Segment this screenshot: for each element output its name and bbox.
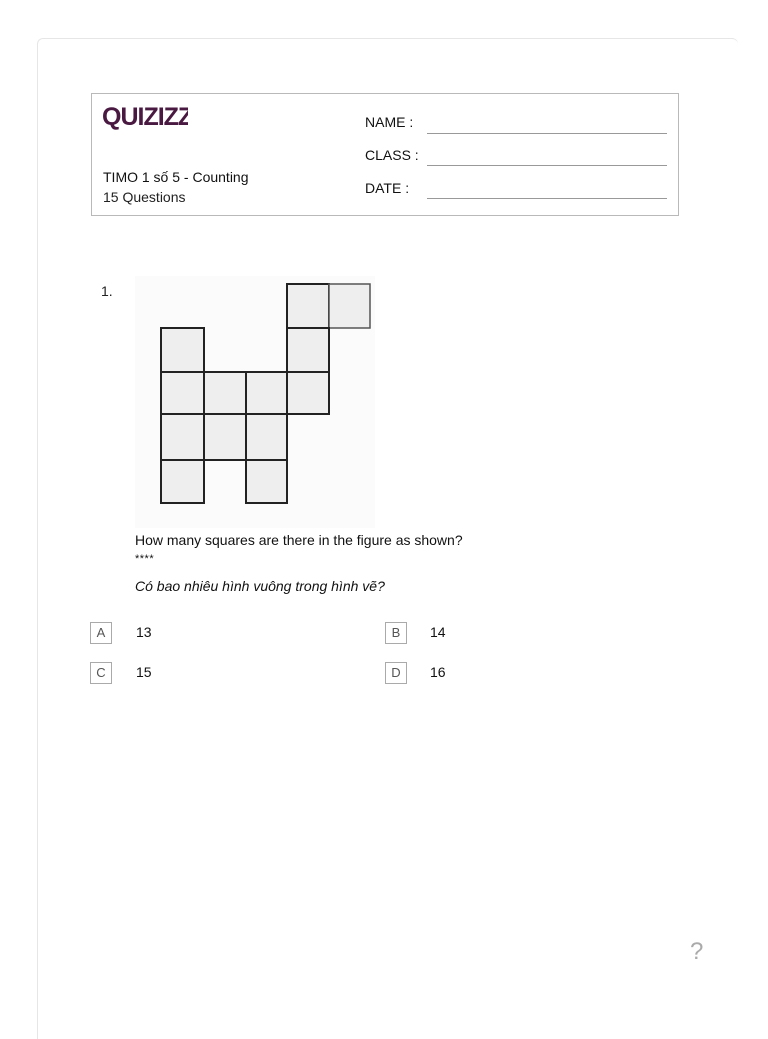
squares-figure-image — [135, 276, 375, 528]
question-text-vietnamese: Có bao nhiêu hình vuông trong hình vẽ? — [135, 578, 385, 594]
question-number: 1. — [101, 283, 113, 299]
option-b-value: 14 — [430, 624, 446, 640]
option-c-letter[interactable]: C — [90, 662, 112, 684]
worksheet-header — [91, 93, 679, 216]
name-field-line — [427, 132, 667, 134]
svg-text:QUIZIZZ: QUIZIZZ — [102, 103, 188, 131]
quizizz-wordmark — [102, 102, 188, 132]
class-field-line — [427, 164, 667, 166]
option-a-letter[interactable]: A — [90, 622, 112, 644]
option-d-letter[interactable]: D — [385, 662, 407, 684]
difficulty-stars: **** — [135, 553, 155, 565]
class-label: CLASS : — [365, 147, 419, 163]
date-field-line — [427, 197, 667, 199]
question-text: How many squares are there in the figure as shown? — [135, 532, 463, 548]
quizizz-logo — [102, 102, 188, 139]
option-c-value: 15 — [136, 664, 152, 680]
option-a-value: 13 — [136, 624, 152, 640]
option-b-letter[interactable]: B — [385, 622, 407, 644]
option-d-value: 16 — [430, 664, 446, 680]
question-count: 15 Questions — [103, 189, 186, 205]
help-icon[interactable]: ? — [690, 938, 704, 965]
name-label: NAME : — [365, 114, 414, 130]
quiz-title: TIMO 1 số 5 - Counting — [103, 169, 249, 185]
date-label: DATE : — [365, 180, 410, 196]
